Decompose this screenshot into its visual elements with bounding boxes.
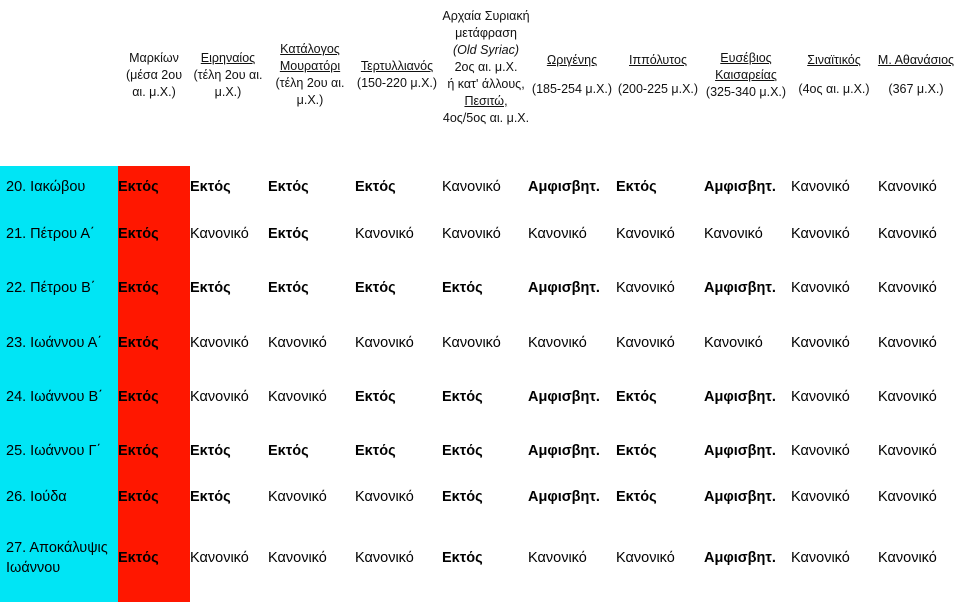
- status-cell: Κανονικό: [268, 335, 327, 351]
- status-cell: Εκτός: [268, 280, 309, 296]
- status-cell: Εκτός: [442, 489, 483, 505]
- header-hippolytus: Ιππόλυτος (200-225 μ.Χ.): [617, 53, 699, 96]
- status-cell: Κανονικό: [878, 443, 937, 459]
- header-muratorian: Κατάλογος Μουρατόρι (τέλη 2ου αι. μ.Χ.): [275, 42, 345, 107]
- status-cell: Αμφισβητ.: [528, 179, 600, 195]
- status-cell: Εκτός: [355, 443, 396, 459]
- status-cell: Εκτός: [442, 443, 483, 459]
- status-cell: Εκτός: [442, 280, 483, 296]
- header-irenaeus: Ειρηναίος (τέλη 2ου αι. μ.Χ.): [193, 50, 263, 99]
- book-name: 27. Αποκάλυψις Ιωάννου: [6, 540, 108, 576]
- status-cell: Κανονικό: [878, 335, 937, 351]
- status-cell: Κανονικό: [190, 550, 249, 566]
- status-cell: Αμφισβητ.: [704, 550, 776, 566]
- status-cell: Κανονικό: [616, 280, 675, 296]
- status-cell: Εκτός: [190, 489, 231, 505]
- book-name: 23. Ιωάννου Α΄: [6, 335, 103, 351]
- status-cell: Εκτός: [118, 443, 159, 459]
- book-name: 22. Πέτρου Β΄: [6, 280, 96, 296]
- status-cell: Εκτός: [118, 280, 159, 296]
- status-cell: Αμφισβητ.: [704, 489, 776, 505]
- status-cell: Κανονικό: [791, 226, 850, 242]
- status-cell: Κανονικό: [355, 226, 414, 242]
- status-cell: Εκτός: [616, 179, 657, 195]
- status-cell: Κανονικό: [268, 389, 327, 405]
- status-cell: Εκτός: [118, 489, 159, 505]
- status-cell: Εκτός: [118, 389, 159, 405]
- status-cell: Κανονικό: [616, 335, 675, 351]
- status-cell: Κανονικό: [878, 389, 937, 405]
- status-cell: Εκτός: [616, 389, 657, 405]
- header-sinaiticus: Σιναϊτικός (4ος αι. μ.Χ.): [798, 53, 870, 96]
- status-cell: Κανονικό: [355, 335, 414, 351]
- header-syriac: Αρχαία Συριακή μετάφραση (Old Syriac) 2ος αι. μ.Χ. ή κατ' άλλους, Πεσιτώ, 4ος/5ος αι. μ.Χ.: [442, 8, 530, 125]
- status-cell: Εκτός: [268, 226, 309, 242]
- status-cell: Αμφισβητ.: [704, 389, 776, 405]
- status-cell: Εκτός: [190, 280, 231, 296]
- header-eusebius: Ευσέβιος Καισαρείας (325-340 μ.Χ.): [705, 50, 787, 99]
- status-cell: Κανονικό: [528, 335, 587, 351]
- status-cell: Κανονικό: [791, 280, 850, 296]
- status-cell: Κανονικό: [616, 226, 675, 242]
- status-cell: Κανονικό: [268, 489, 327, 505]
- status-cell: Εκτός: [355, 179, 396, 195]
- status-cell: Αμφισβητ.: [704, 443, 776, 459]
- status-cell: Κανονικό: [791, 550, 850, 566]
- book-name: 24. Ιωάννου Β΄: [6, 389, 103, 405]
- status-cell: Εκτός: [268, 443, 309, 459]
- header-marcion: Μαρκίων (μέσα 2ου αι. μ.Χ.): [125, 50, 183, 99]
- status-cell: Αμφισβητ.: [704, 179, 776, 195]
- status-cell: Εκτός: [118, 179, 159, 195]
- status-cell: Κανονικό: [704, 335, 763, 351]
- status-cell: Εκτός: [442, 550, 483, 566]
- status-cell: Εκτός: [268, 179, 309, 195]
- status-cell: Κανονικό: [355, 489, 414, 505]
- book-name: 21. Πέτρου Α΄: [6, 226, 95, 242]
- status-cell: Κανονικό: [442, 226, 501, 242]
- status-cell: Κανονικό: [190, 389, 249, 405]
- status-cell: Κανονικό: [528, 226, 587, 242]
- status-cell: Αμφισβητ.: [704, 280, 776, 296]
- status-cell: Εκτός: [442, 389, 483, 405]
- status-cell: Κανονικό: [791, 335, 850, 351]
- status-cell: Εκτός: [118, 335, 159, 351]
- status-cell: Κανονικό: [791, 489, 850, 505]
- status-cell: Εκτός: [118, 550, 159, 566]
- status-cell: Εκτός: [190, 443, 231, 459]
- status-cell: Κανονικό: [355, 550, 414, 566]
- status-cell: Κανονικό: [190, 226, 249, 242]
- status-cell: Κανονικό: [878, 489, 937, 505]
- status-cell: Κανονικό: [442, 335, 501, 351]
- status-cell: Κανονικό: [878, 280, 937, 296]
- book-name: 25. Ιωάννου Γ΄: [6, 443, 102, 459]
- status-cell: Κανονικό: [442, 179, 501, 195]
- status-cell: Εκτός: [616, 489, 657, 505]
- header-athanasius: Μ. Αθανάσιος (367 μ.Χ.): [877, 53, 955, 96]
- status-cell: Αμφισβητ.: [528, 280, 600, 296]
- status-cell: Κανονικό: [878, 226, 937, 242]
- status-cell: Κανονικό: [791, 179, 850, 195]
- status-cell: Εκτός: [190, 179, 231, 195]
- status-cell: Εκτός: [355, 280, 396, 296]
- status-cell: Αμφισβητ.: [528, 389, 600, 405]
- status-cell: Κανονικό: [791, 443, 850, 459]
- status-cell: Κανονικό: [878, 179, 937, 195]
- status-cell: Εκτός: [616, 443, 657, 459]
- status-cell: Αμφισβητ.: [528, 489, 600, 505]
- status-cell: Κανονικό: [190, 335, 249, 351]
- status-cell: Αμφισβητ.: [528, 443, 600, 459]
- book-name: 20. Ιακώβου: [6, 179, 86, 195]
- status-cell: Κανονικό: [268, 550, 327, 566]
- book-name: 26. Ιούδα: [6, 489, 67, 505]
- status-cell: Κανονικό: [791, 389, 850, 405]
- status-cell: Κανονικό: [616, 550, 675, 566]
- status-cell: Εκτός: [118, 226, 159, 242]
- status-cell: Κανονικό: [878, 550, 937, 566]
- status-cell: Κανονικό: [704, 226, 763, 242]
- status-cell: Κανονικό: [528, 550, 587, 566]
- header-origen: Ωριγένης (185-254 μ.Χ.): [531, 53, 613, 96]
- header-tertullian: Τερτυλλιανός (150-220 μ.Χ.): [356, 59, 438, 90]
- status-cell: Εκτός: [355, 389, 396, 405]
